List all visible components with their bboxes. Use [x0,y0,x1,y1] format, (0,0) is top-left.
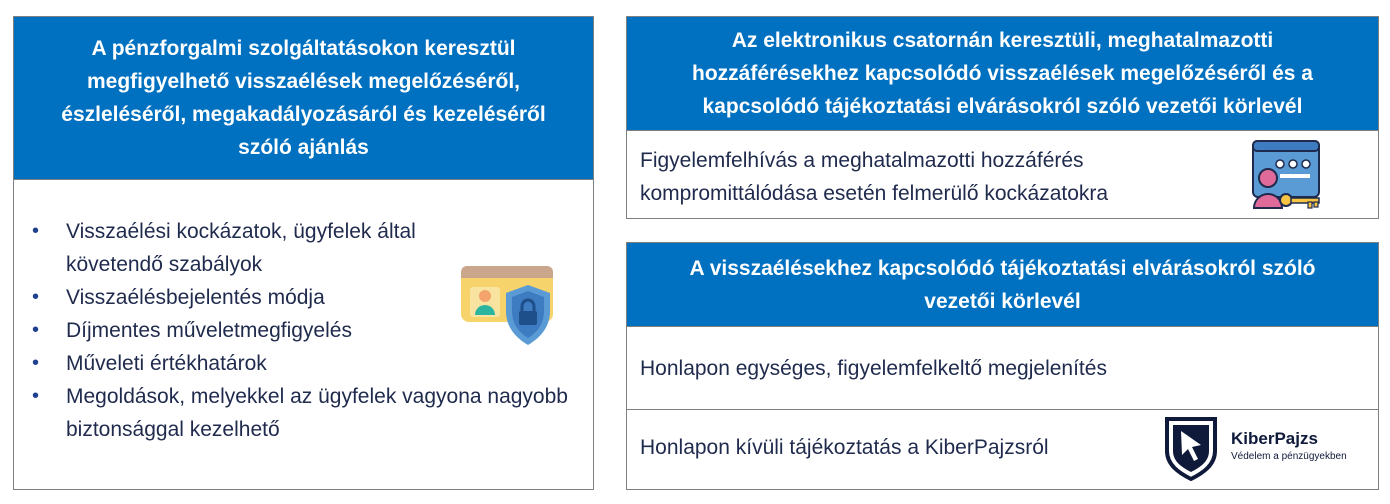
list-item [32,380,592,446]
logo-name: KiberPajzs [1231,429,1318,448]
bullet-marker: • [32,385,40,407]
website-display-row [627,327,1378,410]
bullet-marker: • [32,352,40,374]
recommendation-title [14,17,593,180]
description-line: Figyelemfelhívás a meghatalmazotti hozzáférés [640,149,1084,172]
id-card-shield-icon [458,263,556,349]
title-line: vezetői körlevél [924,289,1081,313]
title-line: A pénzforgalmi szolgáltatásokon keresztül [91,37,516,60]
recommendation-panel [13,16,594,490]
list-item-text: Visszaélési kockázatok, ügyfelek által követendő szabályok [66,220,416,276]
website-display-text: Honlapon egységes, figyelemfelkeltő megjelenítés [640,357,1107,380]
authorized-access-circular-title [627,17,1378,131]
description-line: kompromittálódása esetén felmerülő kockázatokra [640,182,1109,205]
authorized-access-description [640,144,1220,210]
kiberpajzs-logo [1163,415,1363,483]
list-item [32,347,592,380]
bullet-marker: • [32,220,40,242]
title-line: megfigyelhető visszaélések megelőzéséről, [86,70,521,93]
title-line: Az elektronikus csatornán keresztüli, meghatalmazotti [731,29,1274,52]
title-line: észleléséről, megakadályozásáról és kezeléséről [61,103,546,126]
fraud-information-circular-panel [626,242,1379,490]
title-line: kapcsolódó tájékoztatási elvárásokról szóló vezetői körlevél [702,95,1303,118]
list-item-text: Megoldások, melyekkel az ügyfelek vagyona nagyobb biztonsággal kezelhető [66,385,568,441]
access-key-profile-icon [1250,138,1328,212]
title-line: A visszaélésekhez kapcsolódó tájékoztatási elvárásokról szóló [689,256,1316,280]
logo-tagline: Védelem a pénzügyekben [1231,451,1347,462]
shield-cursor-icon [1163,415,1219,481]
fraud-information-circular-title [627,243,1378,327]
title-line: szóló ajánlás [238,136,369,159]
list-item-text: Visszaélésbejelentés módja [66,286,325,309]
kiberpajzs-info-text: Honlapon kívüli tájékoztatás a KiberPajzsról [640,436,1049,459]
bullet-marker: • [32,319,40,341]
bullet-marker: • [32,286,40,308]
list-item-text: Díjmentes műveletmegfigyelés [66,319,352,342]
title-line: hozzáférésekhez kapcsolódó visszaélések megelőzéséről és a [692,62,1313,85]
list-item-text: Műveleti értékhatárok [66,352,267,375]
authorized-access-circular-panel [626,16,1379,219]
